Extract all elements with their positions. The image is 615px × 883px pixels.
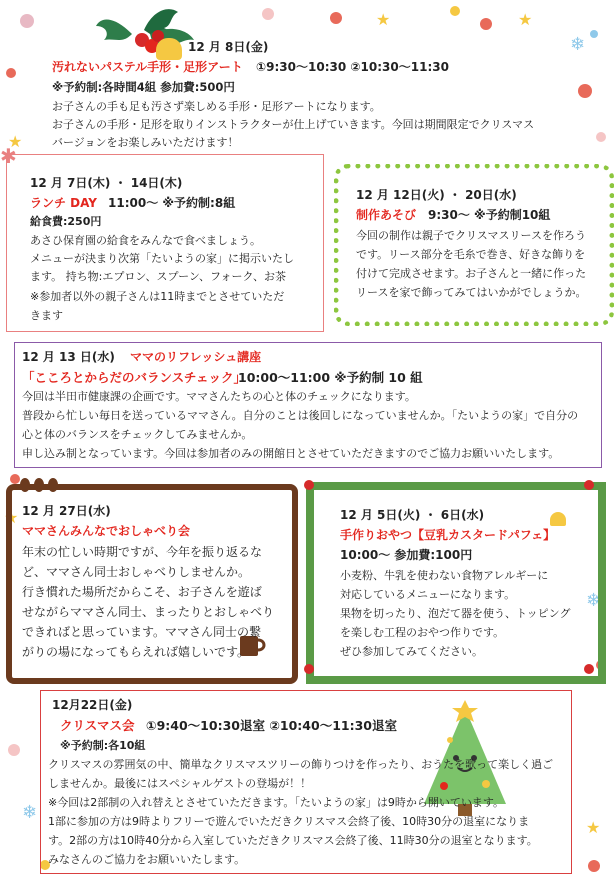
event-desc-line: ※今回は2部制の入れ替えとさせていただきます。「たいようの家」は9時から開いています。 <box>48 796 504 809</box>
event-desc-line: 小麦粉、牛乳を使わない食物アレルギーに <box>340 569 549 582</box>
confetti-dot <box>480 18 492 30</box>
star-icon: ✱ <box>0 144 17 168</box>
event-date: 12 月 27日(水) <box>22 504 111 518</box>
event-date: 12月22日(金) <box>52 698 133 712</box>
event-desc-line: 今回の制作は親子でクリスマスリースを作ろう <box>356 229 587 242</box>
event-subtitle: 「こころとからだのバランスチェック」 <box>22 370 247 385</box>
event-title: ママさんみんなでおしゃべり会 <box>22 524 191 538</box>
event-desc-line: 今回は半田市健康課の企画です。ママさんたちの心と体のチェックになります。 <box>22 390 416 403</box>
confetti-dot <box>10 474 20 484</box>
event-desc-line: 対応しているメニューになります。 <box>340 588 516 601</box>
holly-icon <box>92 4 202 56</box>
event-desc-line: ます。 持ち物:エプロン、スプーン、フォーク、お茶 <box>30 270 287 283</box>
star-icon: ★ <box>586 818 601 837</box>
confetti-dot <box>262 8 274 20</box>
event-time-fee: 10:00～ 参加費:100円 <box>340 548 473 562</box>
confetti-dot <box>330 12 342 24</box>
confetti-dot <box>450 6 460 16</box>
event-desc-line: がりの場になってもらえれば嬉しいです。 <box>22 645 250 659</box>
coffee-bean-icon <box>20 478 30 492</box>
snowflake-icon: ❄ <box>22 802 38 823</box>
event-desc-line: 申し込み制となっています。今回は参加者のみの開館日とさせていただきますのでご協力お願いいたします。 <box>22 447 560 460</box>
event-desc-line: です。リース部分を毛糸で巻き、好きな飾りを <box>356 248 586 261</box>
coffee-bean-icon <box>34 478 44 492</box>
confetti-dot <box>20 14 34 28</box>
event-fee: 給食費:250円 <box>30 215 102 228</box>
coffee-bean-icon <box>48 478 58 492</box>
event-desc-line: ど、ママさん同士おしゃべりしませんか。 <box>22 565 251 579</box>
event-desc-line: 果物を切ったり、泡だて器を使う、トッピング <box>340 607 571 620</box>
event-title: 制作あそび <box>356 208 417 222</box>
event-desc-line: 1部に参加の方は9時よりフリーで遊んでいただきクリスマス会終了後、10時30分の退室になりま <box>48 815 530 828</box>
event-title: ママのリフレッシュ講座 <box>130 350 262 364</box>
event-desc-line: バージョンをお楽しみいただけます！ <box>52 136 239 149</box>
event-date: 12 月 13 日(水) <box>22 350 115 364</box>
event-date: 12 月 12日(火) ・ 20日(水) <box>356 188 517 202</box>
event-desc-line: せながらママさん同士、まったりとおしゃべり <box>22 605 275 619</box>
event-desc-line: 付けて完成させます。お子さんと一緒に作った <box>356 267 587 280</box>
event-times: ①9:40～10:30退室 ②10:40～11:30退室 <box>146 718 397 733</box>
bell-icon <box>550 512 566 526</box>
event-desc-line: ぜひ参加してみてください。 <box>340 645 483 658</box>
event-date: 12 月 7日(木) ・ 14日(木) <box>30 176 183 190</box>
event-times: ①9:30～10:30 ②10:30～11:30 <box>256 60 449 74</box>
berry-icon <box>584 480 594 490</box>
berry-icon <box>584 664 594 674</box>
event-desc-line: リースを家で飾ってみてはいかがでしょうか。 <box>356 286 587 299</box>
event-desc-line: できればと思っています。ママさん同士の繋 <box>22 625 262 639</box>
event-time-reservation: 9:30～ ※予約制10組 <box>428 208 551 222</box>
confetti-dot <box>588 860 600 872</box>
event-desc-line: メニューが決まり次第「たいようの家」に掲示いたし <box>30 252 294 265</box>
confetti-dot <box>8 744 20 756</box>
event-desc-line: 行き慣れた場所だからこそ、お子さんを遊ば <box>22 585 262 599</box>
event-desc-line: お子さんの手も足も汚さず楽しめる手形・足形アートになります。 <box>52 100 381 113</box>
confetti-dot <box>578 84 592 98</box>
event-reservation: ※予約制:各10組 <box>60 739 146 752</box>
bell-icon <box>156 38 182 60</box>
star-icon: ★ <box>4 508 19 527</box>
event-desc-line: 年末の忙しい時期ですが、今年を振り返るな <box>22 545 263 559</box>
event-title: 手作りおやつ【豆乳カスタードパフェ】 <box>340 528 556 542</box>
star-icon: ★ <box>8 132 23 151</box>
event-title: ランチ DAY <box>30 196 97 210</box>
event-desc-line: きます <box>30 309 63 322</box>
confetti-dot <box>596 132 606 142</box>
event-desc-line: あさひ保育園の給食をみんなで食べましょう。 <box>30 234 261 247</box>
event-reservation: ※予約制:各時間4組 参加費:500円 <box>52 80 235 94</box>
snowflake-icon: ❄ <box>570 34 586 55</box>
event-desc-line: みなさんのご協力をお願いいたします。 <box>48 853 246 866</box>
berry-icon <box>304 480 314 490</box>
event-time-reservation: 11:00～ ※予約制:8組 <box>108 196 236 210</box>
event-desc-line: クリスマスの雰囲気の中、簡単なクリスマスツリーの飾りつけを作ったり、おうたを歌って楽しく過ご <box>48 758 554 771</box>
event-title: クリスマス会 <box>60 718 135 733</box>
event-desc-line: 心と体のバランスをチェックしてみませんか。 <box>22 428 253 441</box>
event-desc-line: お子さんの手形・足形を取りインストラクターが仕上げていきます。今回は期間限定でクリスマス <box>52 118 535 131</box>
event-desc-line: 普段から忙しい毎日を送っているママさん。自分のことは後回しになっていませんか。「たいようの家」で自分の <box>22 409 579 422</box>
confetti-dot <box>6 68 16 78</box>
event-date: 12 月 8日(金) <box>188 40 269 54</box>
event-title: 汚れないパステル手形・足形アート <box>52 60 243 74</box>
event-date: 12 月 5日(火) ・ 6日(水) <box>340 508 485 522</box>
event-desc-line: しませんか。最後にはスペシャルゲストの登場が！！ <box>48 777 312 790</box>
event-time-reservation: 10:00～11:00 ※予約制 10 組 <box>238 370 423 385</box>
event-desc-line: す。2部の方は10時40分から入室していただきクリスマス会終了後、11時30分の退室となります。 <box>48 834 538 847</box>
berry-icon <box>304 664 314 674</box>
star-icon: ★ <box>518 10 533 29</box>
star-icon: ★ <box>376 10 391 29</box>
event-desc-line: ※参加者以外の親子さんは11時までとさせていただ <box>30 290 285 303</box>
confetti-dot <box>590 30 598 38</box>
snowflake-icon: ❄ <box>586 590 602 611</box>
event-desc-line: を楽しむ工程のおやつ作りです。 <box>340 626 505 639</box>
